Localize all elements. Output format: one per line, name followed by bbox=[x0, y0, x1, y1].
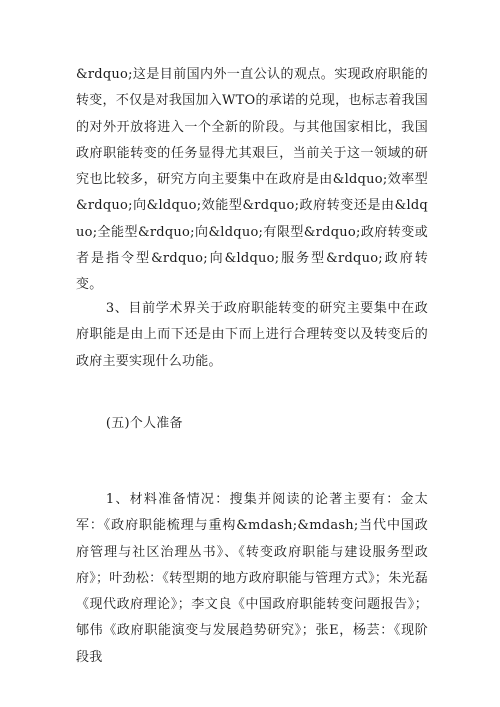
section-heading-personal-preparation: (五)个人准备 bbox=[105, 416, 183, 431]
paragraph-government-function-transformation: &rdquo;这是目前国内外一直公认的观点。实现政府职能的转变，不仅是对我国加入WTO的承诺的兑现，也标志着我国的对外开放将进入一个全新的阶段。与其他国家相比，我国政府职能转变的任务显得尤其艰巨，当前关于这一领域的研究也比较多，研究方向主要集中在政府是由&ldquo;效率型&rdquo;向&ldquo;效能型&rdquo;政府转变还是由&ldquo;全能型&rdquo;向&ldquo;有限型&rdquo;政府转变或者是指令型&rdquo;向&ldquo;服务型&rdquo;政府转变。 bbox=[76, 67, 428, 293]
paragraph-material-preparation: 1、材料准备情况：搜集并阅读的论著主要有：金太军：《政府职能梳理与重构&mdash;&mdash;当代中国政府管理与社区治理丛书》、《转变政府职能与建设服务型政府》；叶劲松：《转型期的地方政府职能与管理方式》；朱光磊《现代政府理论》；李文良《中国政府职能转变问题报告》；郇伟《政府职能演变与发展趋势研究》；张E，杨芸：《现阶段我 bbox=[76, 492, 428, 665]
paragraph-research-focus: 3、目前学术界关于政府职能转变的研究主要集中在政府职能是由上而下还是由下而上进行合理转变以及转变后的政府主要实现什么功能。 bbox=[76, 301, 428, 369]
